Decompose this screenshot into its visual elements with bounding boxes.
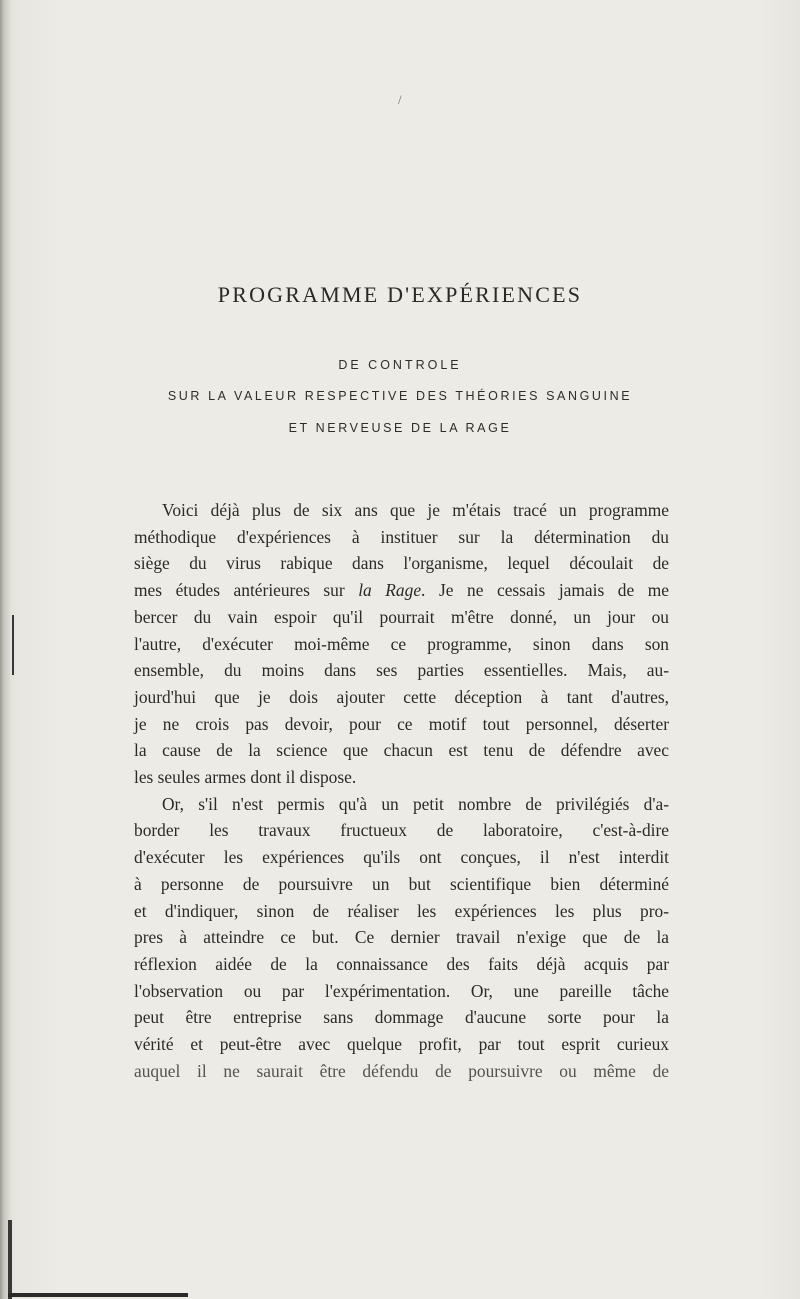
- subtitle-line-3: ET NERVEUSE DE LA RAGE: [288, 421, 512, 435]
- text-line: Or, s'il n'est permis qu'à un petit nombre de privilégiés d'a-: [162, 793, 669, 814]
- text-line: l'observation ou par l'expérimentation. Or, une pareille tâche: [134, 980, 669, 1001]
- text-line: Voici déjà plus de six ans que je m'étais tracé un programme: [162, 500, 669, 520]
- text-line: siège du virus rabique dans l'organisme, lequel découlait de: [134, 553, 669, 574]
- text-line: border les travaux fructueux de laboratoire, c'est-à-dire: [134, 820, 669, 841]
- pencil-tick-mark: /: [398, 92, 402, 107]
- text-fragment: . Je ne cessais jamais de me: [421, 580, 669, 601]
- text-line: réflexion aidée de la connaissance des faits déjà acquis par: [134, 953, 669, 974]
- margin-mark: [12, 615, 14, 675]
- text-line: d'exécuter les expériences qu'ils ont conçues, il n'est interdit: [134, 847, 669, 868]
- text-line: bercer du vain espoir qu'il pourrait m'être donné, un jour ou: [134, 606, 669, 627]
- paragraph: [134, 497, 669, 791]
- text-fragment: mes études antérieures sur: [134, 580, 359, 601]
- text-line: et d'indiquer, sinon de réaliser les expériences les plus pro-: [134, 900, 669, 921]
- text-line: pres à atteindre ce but. Ce dernier travail n'exige que de la: [134, 927, 669, 948]
- body-text: [134, 497, 669, 1084]
- text-line: auquel il ne saurait être défendu de poursuivre ou même de: [134, 1060, 669, 1081]
- text-line: méthodique d'expériences à instituer sur la détermination du: [134, 526, 669, 547]
- text-line: [134, 577, 669, 604]
- bottom-rule: [8, 1293, 188, 1297]
- page-title: PROGRAMME D'EXPÉRIENCES: [217, 282, 583, 307]
- page-binding-edge: [0, 0, 10, 1299]
- text-line: vérité et peut-être avec quelque profit, par tout esprit curieux: [134, 1034, 669, 1055]
- text-line: ensemble, du moins dans ses parties essentielles. Mais, au-: [134, 660, 669, 681]
- margin-mark: [8, 1220, 12, 1299]
- italic-reference: la Rage: [358, 580, 422, 601]
- text-line: peut être entreprise sans dommage d'aucune sorte pour la: [134, 1007, 669, 1028]
- paragraph: [134, 791, 669, 1085]
- subtitle-line-2: SUR LA VALEUR RESPECTIVE DES THÉORIES SANGUINE: [167, 389, 633, 403]
- text-line: je ne crois pas devoir, pour ce motif tout personnel, déserter: [134, 713, 669, 734]
- subtitle-line-1: DE CONTROLE: [338, 358, 462, 372]
- text-line: à personne de poursuivre un but scientifique bien déterminé: [134, 873, 669, 894]
- text-line: les seules armes dont il dispose.: [134, 767, 357, 788]
- text-line: la cause de la science que chacun est tenu de défendre avec: [134, 740, 669, 761]
- text-line: jourd'hui que je dois ajouter cette déception à tant d'autres,: [134, 686, 669, 707]
- text-line: l'autre, d'exécuter moi-même ce programme, sinon dans son: [134, 633, 669, 654]
